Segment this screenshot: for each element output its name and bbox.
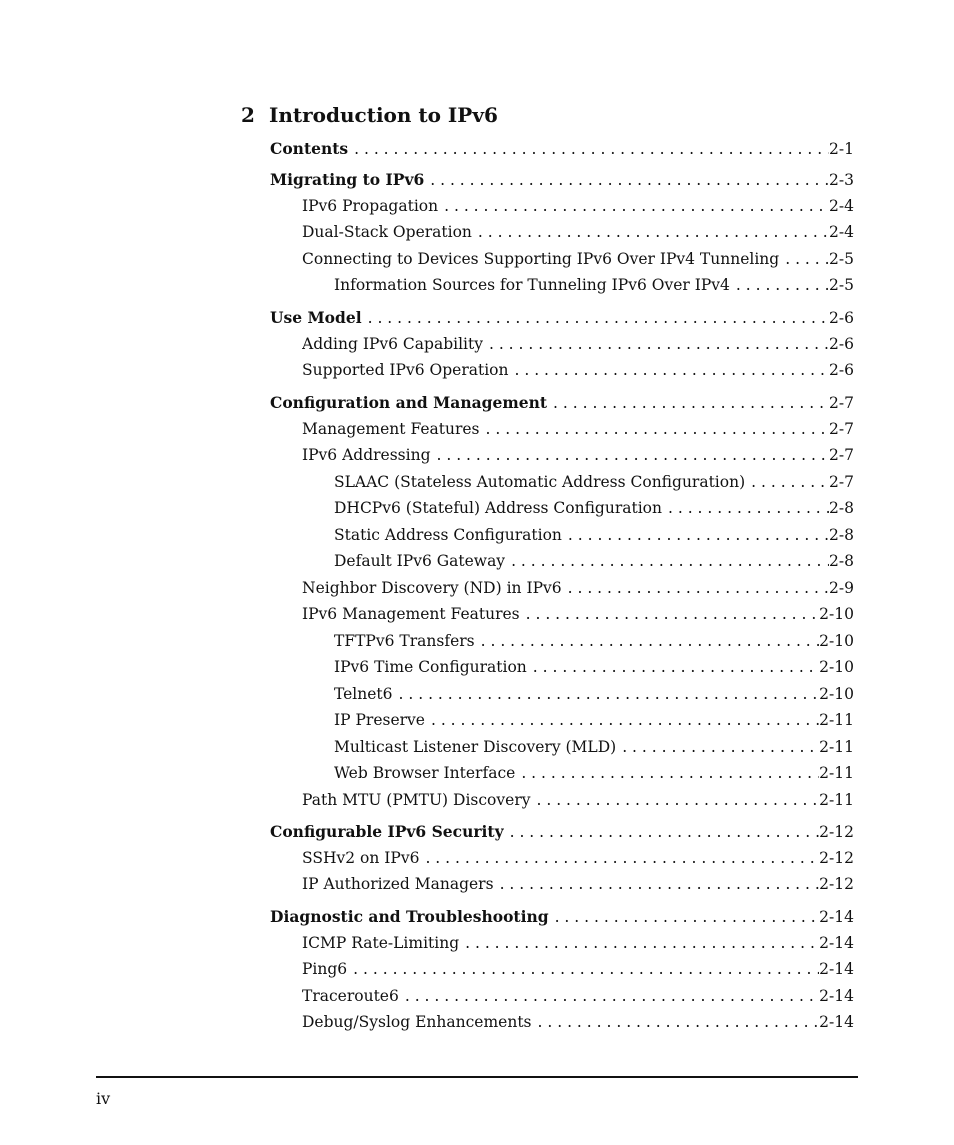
toc-subsection-entry[interactable] bbox=[302, 791, 854, 813]
toc-entry-page-number: 2-3 bbox=[829, 171, 854, 189]
toc-dot-leader bbox=[562, 526, 829, 544]
toc-entry-page-number: 2-4 bbox=[829, 197, 854, 215]
toc-entry-page-number: 2-11 bbox=[819, 764, 854, 782]
toc-dot-leader bbox=[616, 738, 819, 756]
toc-entry-title: ICMP Rate-Limiting bbox=[302, 934, 460, 952]
toc-dot-leader bbox=[549, 908, 820, 926]
toc-entry-page-number: 2-7 bbox=[829, 394, 854, 412]
toc-entry-title: IPv6 Time Configuration bbox=[334, 658, 527, 676]
toc-subsection-entry[interactable] bbox=[302, 1013, 854, 1035]
toc-entry-title: TFTPv6 Transfers bbox=[334, 632, 475, 650]
toc-entry-title: Traceroute6 bbox=[302, 987, 399, 1005]
toc-subsection-entry[interactable] bbox=[302, 987, 854, 1009]
toc-dot-leader bbox=[532, 1013, 820, 1031]
toc-entry-title: Neighbor Discovery (ND) in IPv6 bbox=[302, 579, 562, 597]
toc-dot-leader bbox=[530, 791, 819, 809]
toc-dot-leader bbox=[520, 605, 820, 623]
toc-subsection-entry[interactable] bbox=[302, 223, 854, 245]
toc-dot-leader bbox=[347, 960, 819, 978]
toc-subsection-entry[interactable] bbox=[334, 685, 854, 707]
toc-dot-leader bbox=[425, 711, 819, 729]
toc-dot-leader bbox=[494, 875, 820, 893]
toc-dot-leader bbox=[348, 140, 829, 158]
toc-entry-page-number: 2-14 bbox=[819, 960, 854, 978]
toc-dot-leader bbox=[431, 446, 830, 464]
toc-section-entry[interactable] bbox=[270, 393, 854, 415]
toc-subsection-entry[interactable] bbox=[334, 526, 854, 548]
toc-entry-title: Use Model bbox=[270, 308, 362, 327]
toc-entry-title: Diagnostic and Troubleshooting bbox=[270, 907, 549, 926]
toc-entry-title: SSHv2 on IPv6 bbox=[302, 849, 420, 867]
chapter-number: 2 bbox=[241, 103, 255, 127]
footer-page-number: iv bbox=[96, 1089, 111, 1108]
toc-dot-leader bbox=[779, 250, 829, 268]
toc-subsection-entry[interactable] bbox=[334, 552, 854, 574]
toc-entry-title: Contents bbox=[270, 139, 349, 158]
toc-dot-leader bbox=[730, 276, 829, 294]
toc-subsection-entry[interactable] bbox=[302, 875, 854, 897]
toc-dot-leader bbox=[393, 685, 820, 703]
toc-entry-page-number: 2-8 bbox=[829, 526, 854, 544]
toc-entry-title: Default IPv6 Gateway bbox=[334, 552, 506, 570]
toc-entry-page-number: 2-11 bbox=[819, 711, 854, 729]
toc-dot-leader bbox=[527, 658, 819, 676]
toc-entry-title: Adding IPv6 Capability bbox=[302, 335, 483, 353]
toc-subsection-entry[interactable] bbox=[334, 711, 854, 733]
toc-entry-page-number: 2-6 bbox=[829, 309, 854, 327]
toc-entry-page-number: 2-12 bbox=[819, 875, 854, 893]
toc-entry-title: Telnet6 bbox=[334, 685, 393, 703]
toc-entry-title: IP Preserve bbox=[334, 711, 425, 729]
toc-subsection-entry[interactable] bbox=[302, 250, 854, 272]
toc-subsection-entry[interactable] bbox=[334, 276, 854, 298]
toc-entry-title: Information Sources for Tunneling IPv6 Over IPv4 bbox=[334, 276, 730, 294]
toc-entry-page-number: 2-14 bbox=[819, 908, 854, 926]
toc-subsection-entry[interactable] bbox=[302, 579, 854, 601]
toc-dot-leader bbox=[662, 499, 829, 517]
toc-entry-page-number: 2-10 bbox=[819, 658, 854, 676]
toc-entry-page-number: 2-8 bbox=[829, 499, 854, 517]
toc-entry-page-number: 2-8 bbox=[829, 552, 854, 570]
toc-dot-leader bbox=[505, 552, 829, 570]
toc-entry-title: Configurable IPv6 Security bbox=[270, 822, 504, 841]
toc-subsection-entry[interactable] bbox=[302, 934, 854, 956]
toc-entry-page-number: 2-14 bbox=[819, 987, 854, 1005]
toc-dot-leader bbox=[362, 309, 829, 327]
toc-subsection-entry[interactable] bbox=[334, 632, 854, 654]
toc-subsection-entry[interactable] bbox=[302, 420, 854, 442]
toc-entry-page-number: 2-6 bbox=[829, 335, 854, 353]
toc-subsection-entry[interactable] bbox=[334, 473, 854, 495]
toc-entry-title: Web Browser Interface bbox=[334, 764, 516, 782]
toc-subsection-entry[interactable] bbox=[302, 960, 854, 982]
chapter-title: Introduction to IPv6 bbox=[269, 103, 498, 127]
toc-subsection-entry[interactable] bbox=[334, 738, 854, 760]
toc-dot-leader bbox=[459, 934, 819, 952]
toc-dot-leader bbox=[480, 420, 830, 438]
toc-entry-title: Ping6 bbox=[302, 960, 348, 978]
toc-section-entry[interactable] bbox=[270, 139, 854, 161]
toc-subsection-entry[interactable] bbox=[302, 849, 854, 871]
toc-entry-title: Dual-Stack Operation bbox=[302, 223, 472, 241]
toc-entry-page-number: 2-5 bbox=[829, 276, 854, 294]
toc-entry-title: DHCPv6 (Stateful) Address Configuration bbox=[334, 499, 662, 517]
toc-entry-title: IPv6 Management Features bbox=[302, 605, 520, 623]
toc-dot-leader bbox=[424, 171, 829, 189]
toc-entry-page-number: 2-7 bbox=[829, 446, 854, 464]
toc-dot-leader bbox=[547, 394, 829, 412]
toc-entry-title: Connecting to Devices Supporting IPv6 Over IPv4 Tunneling bbox=[302, 250, 780, 268]
toc-entry-page-number: 2-12 bbox=[819, 823, 854, 841]
toc-subsection-entry[interactable] bbox=[302, 605, 854, 627]
toc-entry-page-number: 2-11 bbox=[819, 738, 854, 756]
toc-entry-page-number: 2-11 bbox=[819, 791, 854, 809]
toc-dot-leader bbox=[745, 473, 829, 491]
toc-entry-title: Management Features bbox=[302, 420, 480, 438]
toc-entry-page-number: 2-1 bbox=[829, 140, 854, 158]
toc-dot-leader bbox=[399, 987, 819, 1005]
toc-dot-leader bbox=[515, 764, 819, 782]
toc-subsection-entry[interactable] bbox=[334, 499, 854, 521]
toc-entry-page-number: 2-4 bbox=[829, 223, 854, 241]
toc-entry-page-number: 2-9 bbox=[829, 579, 854, 597]
toc-entry-page-number: 2-14 bbox=[819, 1013, 854, 1031]
toc-entry-title: IPv6 Addressing bbox=[302, 446, 431, 464]
toc-entry-title: IPv6 Propagation bbox=[302, 197, 439, 215]
toc-entry-title: Migrating to IPv6 bbox=[270, 170, 425, 189]
toc-dot-leader bbox=[475, 632, 820, 650]
toc-entry-title: Multicast Listener Discovery (MLD) bbox=[334, 738, 617, 756]
toc-dot-leader bbox=[419, 849, 819, 867]
toc-section-entry[interactable] bbox=[270, 907, 854, 929]
toc-section-entry[interactable] bbox=[270, 822, 854, 844]
toc-dot-leader bbox=[504, 823, 820, 841]
toc-entry-page-number: 2-10 bbox=[819, 605, 854, 623]
toc-entry-title: Configuration and Management bbox=[270, 393, 548, 412]
toc-dot-leader bbox=[483, 335, 829, 353]
toc-entry-title: Path MTU (PMTU) Discovery bbox=[302, 791, 531, 809]
toc-subsection-entry[interactable] bbox=[302, 446, 854, 468]
toc-dot-leader bbox=[509, 361, 830, 379]
toc-entry-page-number: 2-12 bbox=[819, 849, 854, 867]
toc-dot-leader bbox=[438, 197, 829, 215]
toc-section-entry[interactable] bbox=[270, 308, 854, 330]
toc-entry-title: Debug/Syslog Enhancements bbox=[302, 1013, 532, 1031]
toc-dot-leader bbox=[562, 579, 829, 597]
toc-subsection-entry[interactable] bbox=[334, 764, 854, 786]
toc-entry-page-number: 2-6 bbox=[829, 361, 854, 379]
toc-entry-title: SLAAC (Stateless Automatic Address Configuration) bbox=[334, 473, 746, 491]
toc-subsection-entry[interactable] bbox=[334, 658, 854, 680]
toc-entry-page-number: 2-7 bbox=[829, 473, 854, 491]
toc-entry-title: Supported IPv6 Operation bbox=[302, 361, 509, 379]
toc-subsection-entry[interactable] bbox=[302, 197, 854, 219]
toc-subsection-entry[interactable] bbox=[302, 361, 854, 383]
toc-entry-title: Static Address Configuration bbox=[334, 526, 562, 544]
toc-entry-page-number: 2-14 bbox=[819, 934, 854, 952]
toc-entry-page-number: 2-10 bbox=[819, 632, 854, 650]
toc-section-entry[interactable] bbox=[270, 170, 854, 192]
toc-entry-page-number: 2-5 bbox=[829, 250, 854, 268]
toc-entry-title: IP Authorized Managers bbox=[302, 875, 494, 893]
footer-divider bbox=[96, 1076, 858, 1078]
toc-entry-page-number: 2-10 bbox=[819, 685, 854, 703]
toc-subsection-entry[interactable] bbox=[302, 335, 854, 357]
toc-entry-page-number: 2-7 bbox=[829, 420, 854, 438]
toc-dot-leader bbox=[472, 223, 829, 241]
